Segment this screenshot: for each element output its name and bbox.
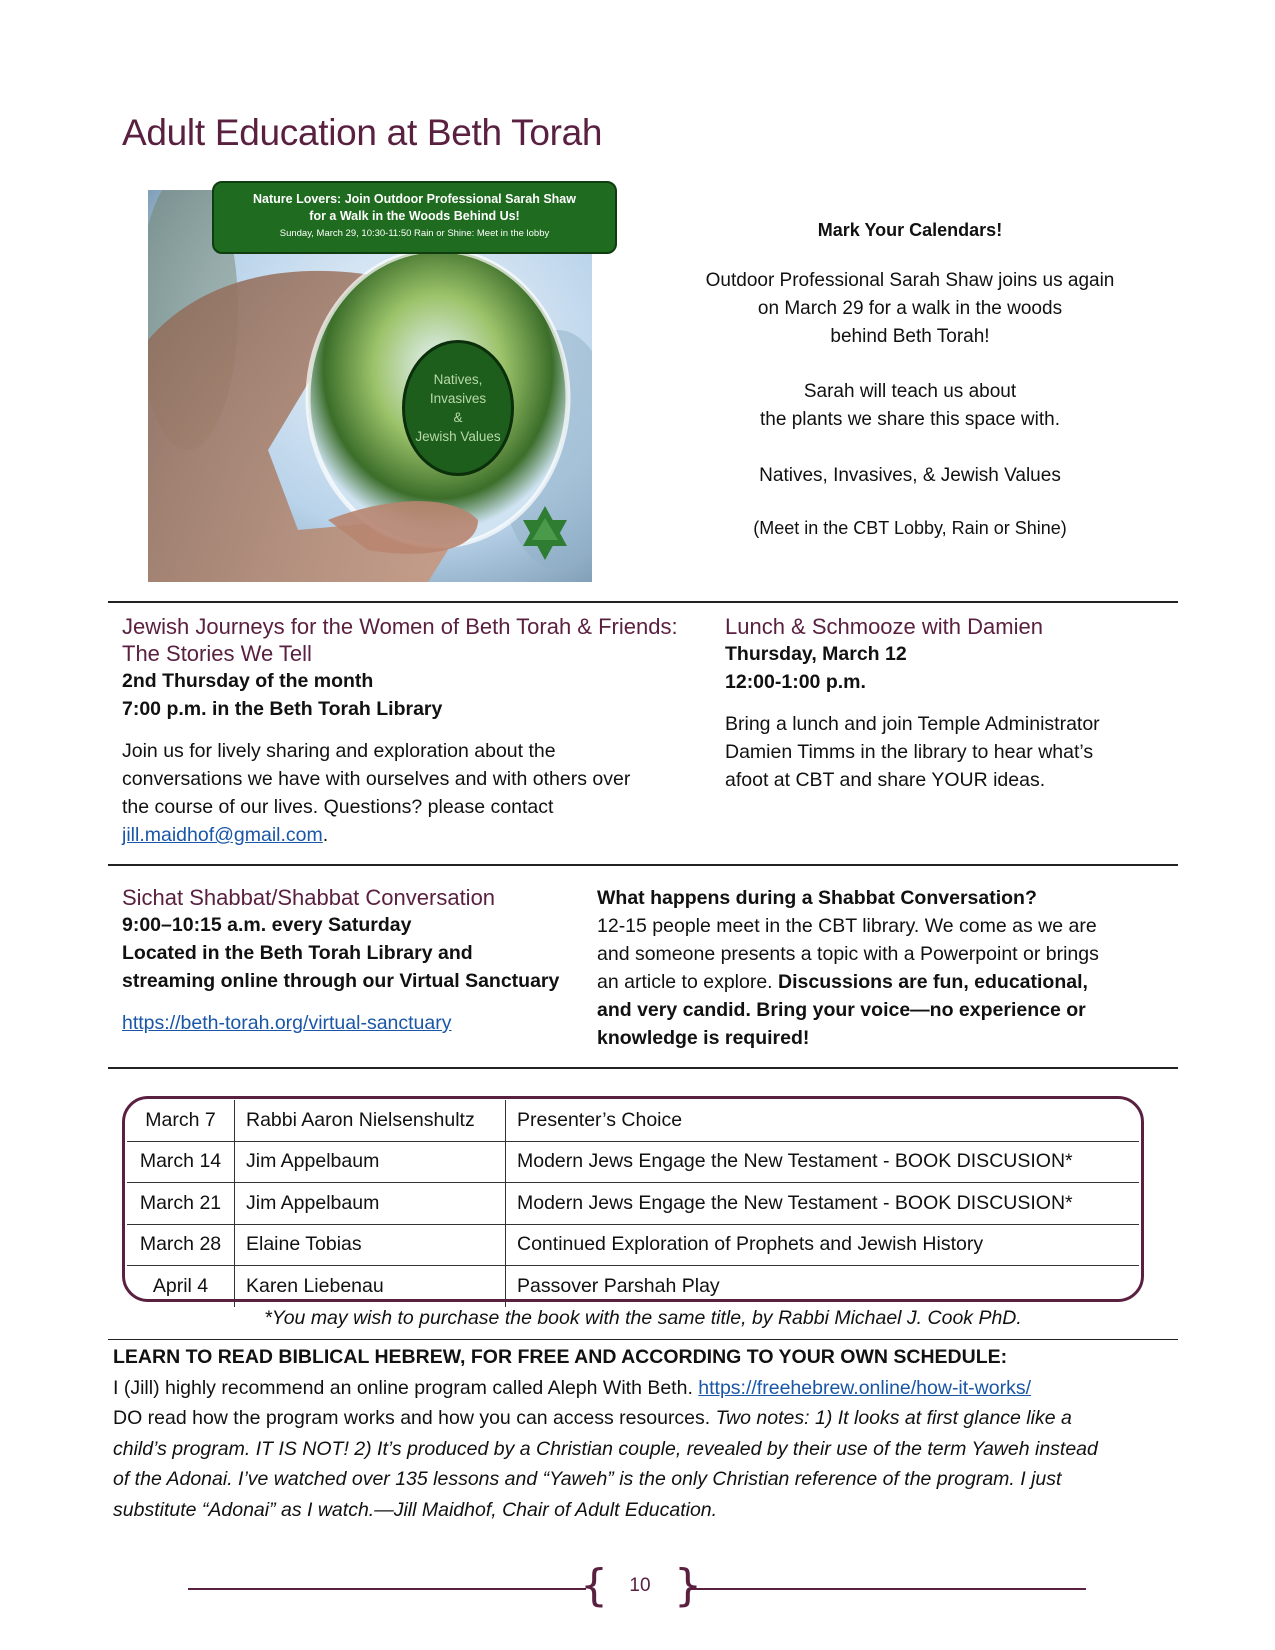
schedule-row: [127, 1266, 1139, 1307]
lunch-time: 12:00-1:00 p.m.: [725, 671, 866, 693]
schedule-row: [127, 1183, 1139, 1225]
flyer-banner-line2: for a Walk in the Woods Behind Us!: [309, 209, 520, 223]
schedule-presenter: Jim Appelbaum: [235, 1141, 506, 1183]
lunch-body-line3: afoot at CBT and share YOUR ideas.: [725, 769, 1046, 791]
lunch-body-line2: Damien Timms in the library to hear what’s: [725, 741, 1094, 763]
journeys-when-line2: 7:00 p.m. in the Beth Torah Library: [122, 698, 443, 720]
journeys-body-line3: the course of our lives. Questions? please contact: [122, 796, 554, 818]
hebrew-line5: substitute “Adonai” as I watch.—Jill Maidhof, Chair of Adult Education.: [113, 1498, 718, 1521]
schedule-presenter: Rabbi Aaron Nielsenshultz: [235, 1100, 506, 1141]
calendar-paragraph-4: (Meet in the CBT Lobby, Rain or Shine): [753, 518, 1067, 538]
footer-rule-right: [688, 1588, 1086, 1590]
hebrew-line3: child’s program. IT IS NOT! 2) It’s produced by a Christian couple, revealed by their use of the term Yaweh instead: [113, 1437, 1098, 1460]
what-happens-line1: 12-15 people meet in the CBT library. We come as we are: [597, 915, 1097, 937]
page-title: Adult Education at Beth Torah: [122, 112, 603, 153]
schedule-row: [127, 1224, 1139, 1266]
journeys-heading-line2: The Stories We Tell: [122, 641, 312, 666]
what-happens-line3-bold: Discussions are fun, educational,: [778, 971, 1088, 993]
schedule-row: [127, 1100, 1139, 1141]
hebrew-line2-plain: DO read how the program works and how you can access resources.: [113, 1407, 716, 1429]
journeys-body-line1: Join us for lively sharing and exploration about the: [122, 740, 556, 762]
flyer-oval-label: [402, 340, 514, 476]
journeys-body-line2: conversations we have with ourselves and with others over: [122, 768, 631, 790]
section-divider: [108, 601, 1178, 603]
sichat-heading: Sichat Shabbat/Shabbat Conversation: [122, 885, 496, 910]
calendar-heading: Mark Your Calendars!: [817, 220, 1003, 240]
journeys-heading-line1: Jewish Journeys for the Women of Beth Torah & Friends:: [122, 614, 678, 639]
hebrew-section: [113, 1342, 1183, 1525]
schedule-date: March 21: [127, 1183, 235, 1225]
section-divider: [108, 1339, 1178, 1340]
schedule-topic: Continued Exploration of Prophets and Jewish History: [506, 1224, 1140, 1266]
schedule-presenter: Jim Appelbaum: [235, 1183, 506, 1225]
lunch-heading: Lunch & Schmooze with Damien: [725, 614, 1043, 639]
what-happens-line3-plain: an article to explore.: [597, 971, 779, 993]
lunch-body-line1: Bring a lunch and join Temple Administrator: [725, 713, 1100, 735]
flyer-oval-line1: Natives,: [433, 372, 483, 387]
what-happens-line4: and very candid. Bring your voice—no experience or: [597, 999, 1086, 1021]
page-number: 10: [629, 1575, 651, 1596]
calendar-p1-line2: on March 29 for a walk in the woods: [757, 298, 1063, 319]
right-brace-icon: }: [674, 1560, 702, 1611]
sichat-time: 9:00–10:15 a.m. every Saturday: [122, 914, 412, 936]
journeys-email-link[interactable]: jill.maidhof@gmail.com: [122, 824, 323, 846]
schedule-date: March 14: [127, 1141, 235, 1183]
schedule-topic: Modern Jews Engage the New Testament - BOOK DISCUSION*: [506, 1183, 1140, 1225]
lunch-date: Thursday, March 12: [725, 643, 907, 665]
hebrew-heading: LEARN TO READ BIBLICAL HEBREW, FOR FREE AND ACCORDING TO YOUR OWN SCHEDULE:: [113, 1346, 1008, 1368]
calendar-p2-line2: the plants we share this space with.: [760, 409, 1060, 430]
calendar-paragraph-3: Natives, Invasives, & Jewish Values: [759, 465, 1061, 486]
period: .: [322, 824, 329, 846]
flyer-banner-line1: Nature Lovers: Join Outdoor Professional Sarah Shaw: [253, 192, 576, 206]
calendar-p1-line3: behind Beth Torah!: [830, 326, 990, 347]
journeys-when-line1: 2nd Thursday of the month: [122, 670, 374, 692]
schedule-topic: Presenter’s Choice: [506, 1100, 1140, 1141]
calendar-p2-line1: Sarah will teach us about: [803, 381, 1017, 402]
sichat-location-line1: Located in the Beth Torah Library and: [122, 942, 473, 964]
section-divider: [108, 1067, 1178, 1069]
calendar-paragraph-2: [640, 378, 1180, 434]
lunch-section: [725, 613, 1165, 794]
sichat-section: [122, 884, 592, 1037]
virtual-sanctuary-link[interactable]: https://beth-torah.org/virtual-sanctuary: [122, 1012, 452, 1034]
calendar-paragraph-1: [640, 267, 1180, 351]
star-of-david-icon: [520, 504, 570, 562]
flyer-banner: [212, 181, 617, 254]
schedule-table: [127, 1100, 1139, 1307]
what-happens-line5: knowledge is required!: [597, 1027, 810, 1049]
hebrew-line2-italic: Two notes: 1) It looks at first glance like a: [715, 1407, 1072, 1429]
schedule-presenter: Karen Liebenau: [235, 1266, 506, 1307]
calendar-p1-line1: Outdoor Professional Sarah Shaw joins us again: [705, 270, 1115, 291]
section-divider: [108, 864, 1178, 866]
what-happens-line2: and someone presents a topic with a Powerpoint or brings: [597, 943, 1099, 965]
journeys-section: [122, 613, 712, 849]
left-brace-icon: {: [580, 1560, 608, 1611]
hebrew-line1-text: I (Jill) highly recommend an online program called Aleph With Beth.: [113, 1376, 699, 1399]
schedule-date: March 28: [127, 1224, 235, 1266]
sichat-location-line2: streaming online through our Virtual Sanctuary: [122, 970, 560, 992]
footer-rule-left: [188, 1588, 586, 1590]
flyer-oval-line2: Invasives: [429, 391, 487, 406]
hebrew-line4: of the Adonai. I’ve watched over 135 lessons and “Yaweh” is the only Christian reference of the program. I just: [113, 1468, 1062, 1490]
freehebrew-link[interactable]: https://freehebrew.online/how-it-works/: [698, 1376, 1032, 1399]
schedule-topic: Passover Parshah Play: [517, 1274, 720, 1297]
schedule-row: [127, 1141, 1139, 1183]
what-happens-section: [597, 884, 1167, 1052]
schedule-footnote: *You may wish to purchase the book with the same title, by Rabbi Michael J. Cook PhD.: [264, 1307, 1022, 1329]
what-happens-heading: What happens during a Shabbat Conversation?: [597, 887, 1037, 909]
flyer-oval-line3: &: [453, 410, 463, 425]
schedule-date: April 4: [127, 1266, 235, 1307]
schedule-topic: Modern Jews Engage the New Testament - BOOK DISCUSION*: [506, 1141, 1140, 1183]
schedule-date: March 7: [127, 1100, 235, 1141]
flyer-banner-line3: Sunday, March 29, 10:30-11:50 Rain or Shine: Meet in the lobby: [279, 228, 550, 239]
flyer-oval-line4: Jewish Values: [415, 429, 501, 444]
schedule-presenter: Elaine Tobias: [235, 1224, 506, 1266]
